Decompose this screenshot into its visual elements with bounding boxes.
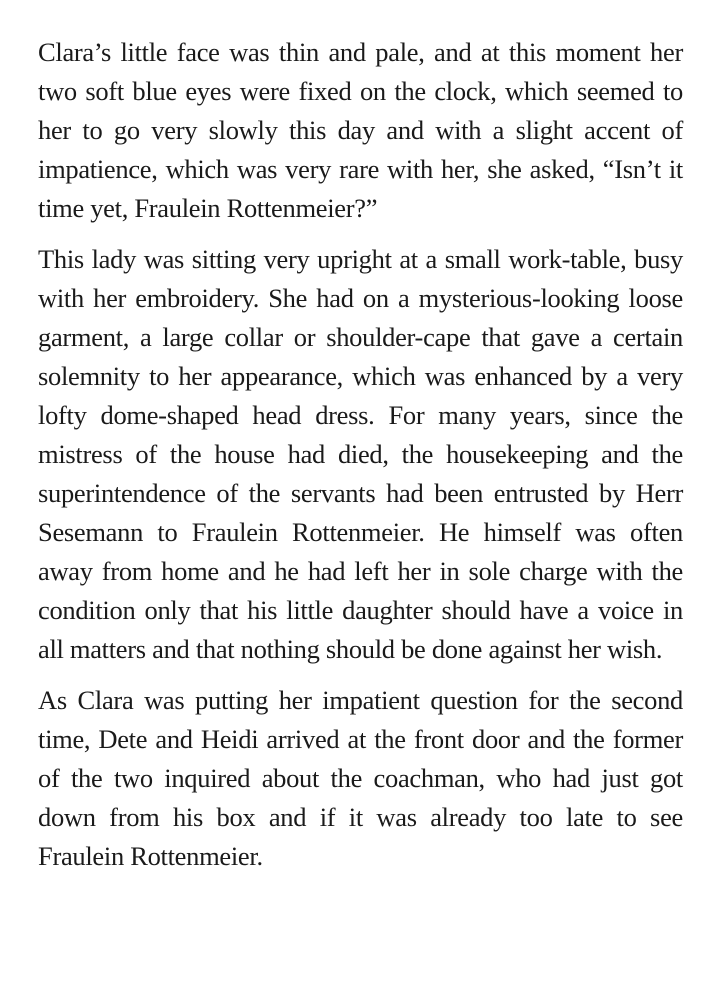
paragraph-rottenmeier-description: This lady was sitting very upright at a small work-table, busy with her embroidery. She had on a mysterious-looking loose garment, a large collar or shoulder-cape that gave a certain solemnity to her appearance, which was enhanced by a very lofty dome-shaped head dress. For many years, since the mistress of the house had died, the housekeeping and the superintendence of the servants had been entrusted by Herr Sesemann to Fraulein Rottenmeier. He himself was often away from home and he had left her in sole charge with the condition only that his little daughter should have a voice in all matters and that nothing should be done against her wish. (38, 244, 683, 664)
document-page (38, 33, 683, 888)
paragraph-clara-asks: Clara’s little face was thin and pale, and at this moment her two soft blue eyes were fixed on the clock, which seemed to her to go very slowly this day and with a slight accent of impatience, which was very rare with her, she asked, “Isn’t it time yet, Fraulein Rottenmeier?” (38, 37, 683, 223)
paragraph-dete-heidi-arrive: As Clara was putting her impatient question for the second time, Dete and Heidi arrived at the front door and the former of the two inquired about the coachman, who had just got down from his box and if it was already too late to see Fraulein Rottenmeier. (38, 685, 683, 871)
